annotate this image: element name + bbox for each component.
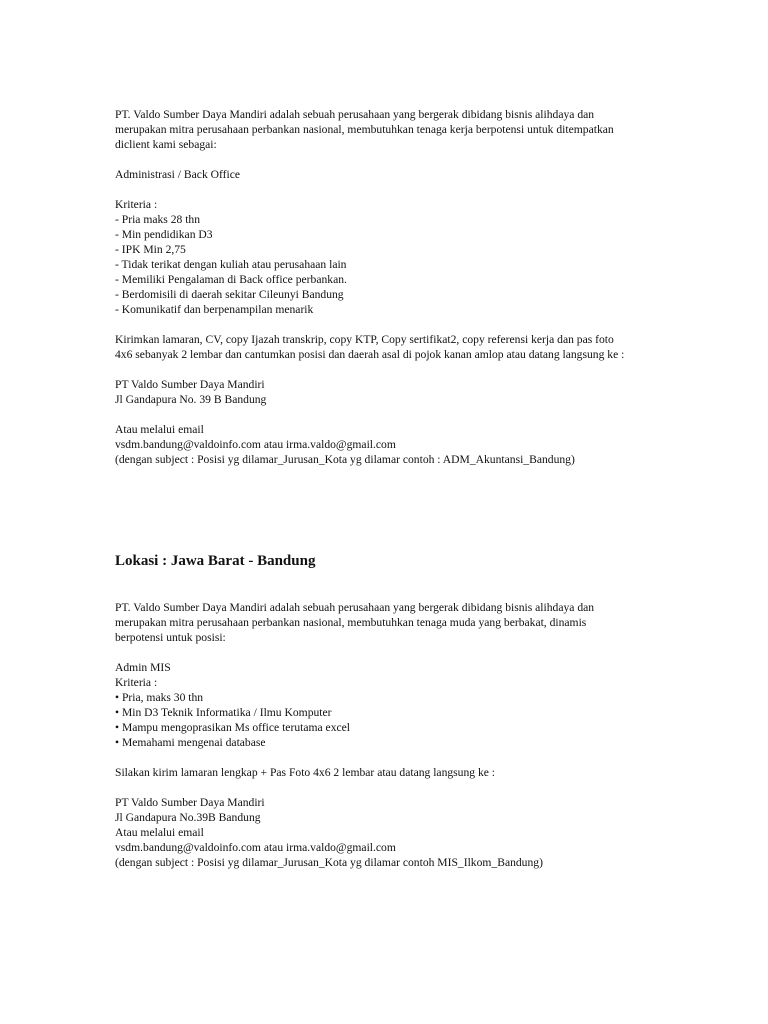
send-instruction-line: Silakan kirim lamaran lengkap + Pas Foto 4x6 2 lembar atau datang langsung ke : — [115, 766, 496, 779]
email-subject-2: (dengan subject : Posisi yg dilamar_Jurusan_Kota yg dilamar contoh MIS_Ilkom_Bandung) — [115, 856, 543, 869]
location-heading: Lokasi : Jawa Barat - Bandung — [115, 553, 316, 569]
text-line: berpotensi untuk posisi: — [115, 631, 226, 644]
job-posting-2 — [115, 600, 715, 870]
criteria-item: • Memahami mengenai database — [115, 736, 266, 749]
criteria-item: • Min D3 Teknik Informatika / Ilmu Komputer — [115, 706, 332, 719]
text-line: PT. Valdo Sumber Daya Mandiri adalah sebuah perusahaan yang bergerak dibidang bisnis alihdaya dan — [115, 601, 595, 614]
send-instruction-line: 4x6 sebanyak 2 lembar dan cantumkan posisi dan daerah asal di pojok kanan amlop atau datang langsung ke : — [115, 348, 625, 361]
criteria-item: - Komunikatif dan berpenampilan menarik — [115, 303, 314, 316]
text-line: diclient kami sebagai: — [115, 138, 217, 151]
criteria-item: - Tidak terikat dengan kuliah atau perusahaan lain — [115, 258, 347, 271]
company-address-2: Jl Gandapura No.39B Bandung — [115, 811, 261, 824]
criteria-item: • Pria, maks 30 thn — [115, 691, 204, 704]
criteria-item: - IPK Min 2,75 — [115, 243, 186, 256]
company-name-2: PT Valdo Sumber Daya Mandiri — [115, 796, 265, 809]
job-posting-1 — [115, 107, 715, 467]
email-title-1: Atau melalui email — [115, 423, 204, 436]
text-line: merupakan mitra perusahaan perbankan nasional, membutuhkan tenaga muda yang berbakat, dinamis — [115, 616, 587, 629]
company-name-1: PT Valdo Sumber Daya Mandiri — [115, 378, 265, 391]
send-instruction-line: Kirimkan lamaran, CV, copy Ijazah transkrip, copy KTP, Copy sertifikat2, copy referensi kerja dan pas foto — [115, 333, 614, 346]
intro-paragraph-2 — [115, 600, 715, 645]
position-title-1: Administrasi / Back Office — [115, 168, 241, 181]
text-line: PT. Valdo Sumber Daya Mandiri adalah sebuah perusahaan yang bergerak dibidang bisnis alihdaya dan — [115, 108, 595, 121]
criteria-title-2: Kriteria : — [115, 676, 158, 689]
criteria-item: - Memiliki Pengalaman di Back office perbankan. — [115, 273, 347, 286]
position-title-2: Admin MIS — [115, 661, 171, 674]
criteria-item: - Berdomisili di daerah sekitar Cileunyi Bandung — [115, 288, 344, 301]
company-address-1: Jl Gandapura No. 39 B Bandung — [115, 393, 267, 406]
email-addresses-1: vsdm.bandung@valdoinfo.com atau irma.valdo@gmail.com — [115, 438, 396, 451]
intro-paragraph-1 — [115, 107, 715, 152]
email-title-2: Atau melalui email — [115, 826, 204, 839]
text-line: merupakan mitra perusahaan perbankan nasional, membutuhkan tenaga kerja berpotensi untuk ditempatkan — [115, 123, 614, 136]
criteria-title-1: Kriteria : — [115, 198, 158, 211]
criteria-item: • Mampu mengoprasikan Ms office terutama excel — [115, 721, 350, 734]
email-subject-1: (dengan subject : Posisi yg dilamar_Jurusan_Kota yg dilamar contoh : ADM_Akuntansi_Bandung) — [115, 453, 575, 466]
criteria-item: - Min pendidikan D3 — [115, 228, 213, 241]
criteria-item: - Pria maks 28 thn — [115, 213, 201, 226]
email-addresses-2: vsdm.bandung@valdoinfo.com atau irma.valdo@gmail.com — [115, 841, 396, 854]
